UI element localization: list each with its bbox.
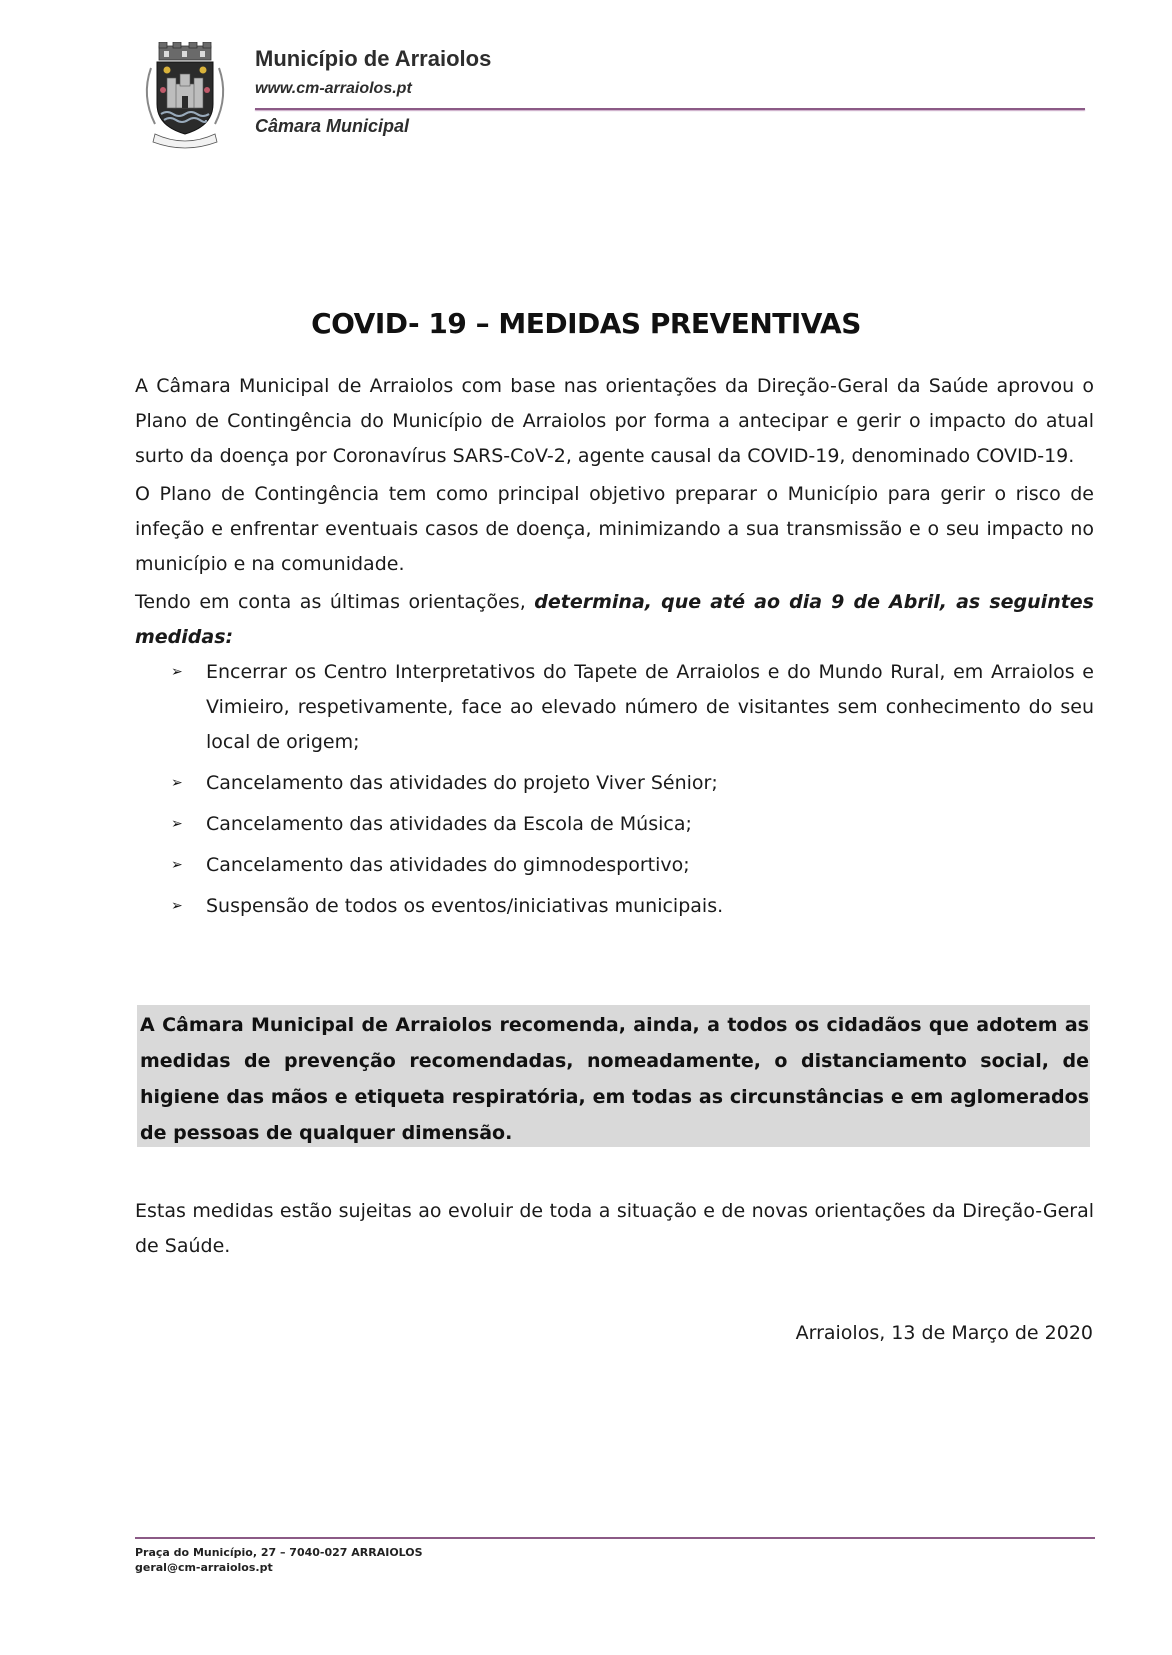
measures-list	[135, 655, 1094, 924]
header-divider	[255, 108, 1085, 110]
list-item	[135, 889, 1094, 924]
measure-text: Encerrar os Centro Interpretativos do Tapete de Arraiolos e do Mundo Rural, em Arraiolos e Vimieiro, respetivamente, face ao elevado número de visitantes sem conhecimento do seu local de origem;	[206, 661, 1094, 753]
arrow-bullet-icon: ➢	[171, 898, 183, 914]
municipal-crest-logo	[137, 42, 233, 150]
document-title: COVID- 19 – MEDIDAS PREVENTIVAS	[311, 307, 861, 340]
arrow-bullet-icon: ➢	[171, 664, 183, 680]
footer-divider	[135, 1537, 1095, 1539]
list-item	[135, 807, 1094, 842]
list-item	[135, 848, 1094, 883]
footer-address: Praça do Município, 27 – 7040-027 ARRAIOLOS	[135, 1546, 423, 1559]
municipality-name: Município de Arraiolos	[255, 46, 492, 71]
determination-lead: Tendo em conta as últimas orientações,	[135, 591, 526, 613]
municipality-website[interactable]: www.cm-arraiolos.pt	[255, 80, 412, 97]
date-line: Arraiolos, 13 de Março de 2020	[795, 1322, 1093, 1344]
measure-text: Cancelamento das atividades da Escola de Música;	[206, 813, 692, 835]
determination-emphasis: determina, que até ao dia 9 de Abril, as seguintes medidas:	[135, 591, 1094, 648]
measure-text: Cancelamento das atividades do projeto Viver Sénior;	[206, 772, 718, 794]
list-item	[135, 766, 1094, 801]
recommendation-text: A Câmara Municipal de Arraiolos recomenda, ainda, a todos os cidadãos que adotem as medidas de prevenção recomendadas, nomeadamente, o distanciamento social, de higiene das mãos e etiqueta respiratória, em todas as circunstâncias e em aglomerados de pessoas de qualquer dimensão.	[140, 1014, 1089, 1144]
department-name: Câmara Municipal	[255, 116, 410, 136]
arrow-bullet-icon: ➢	[171, 857, 183, 873]
measure-text: Suspensão de todos os eventos/iniciativas municipais.	[206, 895, 724, 917]
arrow-bullet-icon: ➢	[171, 775, 183, 791]
list-item	[135, 655, 1094, 760]
paragraph-intro: A Câmara Municipal de Arraiolos com base nas orientações da Direção-Geral da Saúde aprovou o Plano de Contingência do Município de Arraiolos por forma a antecipar e gerir o impacto do atual surto da doença por Coronavírus SARS-CoV-2, agente causal da COVID-19, denominado COVID-19.	[135, 375, 1094, 467]
footer-email[interactable]: geral@cm-arraiolos.pt	[135, 1561, 273, 1574]
paragraph-objective: O Plano de Contingência tem como principal objetivo preparar o Município para gerir o risco de infeção e enfrentar eventuais casos de doença, minimizando a sua transmissão e o seu impacto no município e na comunidade.	[135, 483, 1094, 575]
paragraph-determination	[135, 585, 1094, 655]
arrow-bullet-icon: ➢	[171, 816, 183, 832]
paragraph-closing: Estas medidas estão sujeitas ao evoluir de toda a situação e de novas orientações da Direção-Geral de Saúde.	[135, 1200, 1094, 1257]
measure-text: Cancelamento das atividades do gimnodesportivo;	[206, 854, 690, 876]
